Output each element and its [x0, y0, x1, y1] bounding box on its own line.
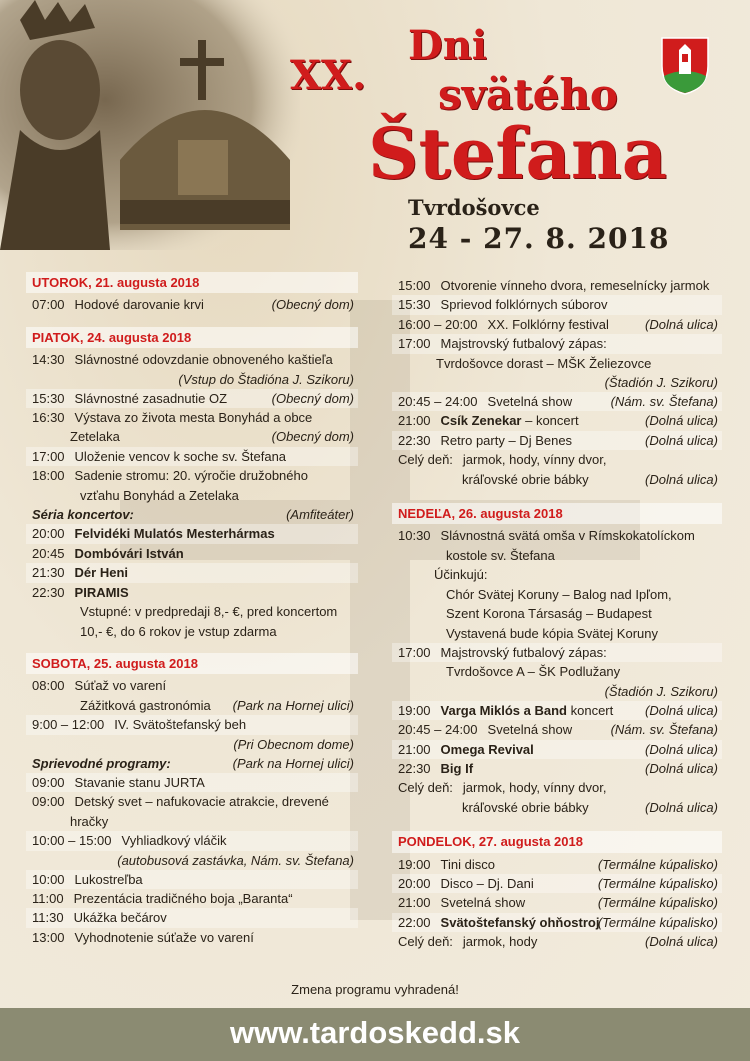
title-xx: XX. — [290, 52, 366, 99]
list-item — [392, 373, 722, 392]
day-saturday-cont — [392, 276, 722, 489]
event-name: Big If — [440, 760, 474, 776]
event-location: (Dolná ulica) — [645, 413, 718, 429]
event-location: (Termálne kúpalisko) — [597, 875, 718, 891]
list-item — [392, 893, 722, 912]
event-name: Slávnostné zasadnutie OZ — [74, 390, 228, 406]
event-location: (Dolná ulica) — [645, 471, 718, 487]
list-item — [26, 870, 358, 889]
event-location: (Dolná ulica) — [645, 799, 718, 815]
event-location: (Nám. sv. Štefana) — [610, 722, 718, 738]
place-name: Tvrdošovce — [408, 195, 540, 220]
event-time: 17:00 — [398, 644, 431, 660]
event-time: 16:00 – 20:00 — [398, 316, 478, 332]
list-item — [392, 354, 722, 373]
list-item — [26, 350, 358, 369]
event-time: 21:00 — [398, 413, 431, 429]
event-time: 09:00 — [32, 794, 65, 810]
day-monday — [392, 831, 722, 951]
event-time: Celý deň: — [398, 780, 453, 796]
event-name: Varga Miklós a Band — [440, 702, 567, 718]
event-time: Celý deň: — [398, 934, 453, 950]
list-item — [392, 701, 722, 720]
event-time: 07:00 — [32, 297, 65, 313]
list-item — [392, 334, 722, 353]
event-time: 18:00 — [32, 468, 65, 484]
event-name: PIRAMIS — [74, 584, 129, 600]
list-item — [392, 913, 722, 932]
event-name: Sadenie stromu: 20. výročie družobného — [74, 468, 308, 484]
event-name: Retro party – Dj Benes — [440, 432, 573, 448]
event-name-cont: kráľovské obrie bábky — [462, 799, 589, 815]
list-item — [392, 720, 722, 739]
performer: Chór Svätej Koruny – Balog nad Ipľom, — [446, 586, 672, 602]
event-name-cont: vzťahu Bonyhád a Zetelaka — [80, 487, 239, 503]
event-time: 15:30 — [32, 390, 65, 406]
day-tuesday — [26, 272, 358, 315]
list-item — [26, 696, 358, 715]
title-dni: Dni — [408, 22, 487, 69]
event-time: 10:00 — [32, 871, 65, 887]
event-time: 09:00 — [32, 774, 65, 790]
event-time: 21:00 — [398, 741, 431, 757]
event-location: (Termálne kúpalisko) — [597, 856, 718, 872]
list-item — [26, 408, 358, 427]
list-item — [26, 505, 358, 524]
event-name: jarmok, hody, vínny dvor, — [462, 452, 607, 468]
event-name-cont: – koncert — [525, 413, 579, 429]
list-item — [26, 544, 358, 563]
list-item — [26, 447, 358, 466]
event-time: 17:00 — [398, 336, 431, 352]
list-item — [392, 431, 722, 450]
list-item — [392, 276, 722, 295]
event-location: (Termálne kúpalisko) — [597, 914, 718, 930]
event-name: Výstava zo života mesta Bonyhád a obce — [74, 410, 313, 426]
event-name-cont: koncert — [570, 702, 614, 718]
event-name: Stavanie stanu JURTA — [74, 774, 205, 790]
event-location: (Park na Hornej ulici) — [232, 697, 354, 713]
day-saturday — [26, 653, 358, 947]
event-name-cont: Tvrdošovce A – ŠK Podlužany — [446, 664, 621, 680]
event-time: 17:00 — [32, 448, 65, 464]
list-item — [392, 546, 722, 565]
list-item — [392, 315, 722, 334]
event-time: 16:30 — [32, 410, 65, 426]
event-name: Slávnostná svätá omša v Rímskokatolíckom — [440, 528, 695, 544]
event-location: (Park na Hornej ulici) — [232, 755, 354, 771]
list-item — [392, 740, 722, 759]
event-name: Vyhliadkový vláčik — [121, 833, 227, 849]
event-location: (Termálne kúpalisko) — [597, 895, 718, 911]
event-location: (Vstup do Štadióna J. Szikoru) — [178, 371, 354, 387]
event-name-cont: kostole sv. Štefana — [446, 547, 555, 563]
event-time: 22:00 — [398, 914, 431, 930]
list-item — [392, 470, 722, 489]
event-name: Slávnostné odovzdanie obnoveného kaštieľa — [74, 352, 333, 368]
event-note: 10,- €, do 6 rokov je vstup zdarma — [80, 623, 277, 639]
day-title: UTOROK, 21. augusta 2018 — [26, 272, 358, 293]
list-item — [26, 889, 358, 908]
event-name: Ukážka bečárov — [73, 910, 167, 926]
event-note: Vstupné: v predpredaji 8,- €, pred koncertom — [80, 604, 338, 620]
list-item — [26, 754, 358, 773]
event-time: 14:30 — [32, 352, 65, 368]
website-link[interactable]: www.tardoskedd.sk — [230, 1015, 520, 1050]
list-item — [26, 851, 358, 870]
event-name: Sprievod folklórnych súborov — [440, 297, 608, 313]
event-location: (Amfiteáter) — [286, 507, 354, 523]
list-item — [26, 928, 358, 947]
list-item — [26, 563, 358, 582]
event-location: (Dolná ulica) — [645, 934, 718, 950]
day-title: SOBOTA, 25. augusta 2018 — [26, 653, 358, 674]
list-item — [26, 427, 358, 446]
event-location: (Pri Obecnom dome) — [233, 736, 354, 752]
event-time: 21:30 — [32, 565, 65, 581]
list-item — [392, 526, 722, 545]
list-item — [392, 624, 722, 643]
list-item — [26, 773, 358, 792]
event-location: (Štadión J. Szikoru) — [604, 683, 718, 699]
coat-of-arms-icon — [660, 36, 710, 96]
king-crown-illustration — [0, 0, 300, 250]
day-sunday — [392, 503, 722, 817]
list-item — [26, 676, 358, 695]
event-name-cont: kráľovské obrie bábky — [462, 471, 589, 487]
list-item — [26, 370, 358, 389]
list-item — [26, 583, 358, 602]
event-name: Prezentácia tradičného boja „Baranta“ — [73, 890, 293, 906]
event-name: Svetelná show — [487, 722, 573, 738]
event-time: 19:00 — [398, 702, 431, 718]
event-name: Dér Heni — [74, 565, 129, 581]
title-svateho: svätého — [438, 70, 618, 119]
list-item — [392, 759, 722, 778]
event-location: (Dolná ulica) — [645, 760, 718, 776]
list-item — [26, 622, 358, 641]
event-time: 20:45 – 24:00 — [398, 394, 478, 410]
event-time: 10:00 – 15:00 — [32, 833, 112, 849]
list-item — [26, 792, 358, 811]
title-stefana: Štefana — [368, 112, 668, 195]
event-location: (Dolná ulica) — [645, 741, 718, 757]
event-time: 19:00 — [398, 856, 431, 872]
section-heading: Séria koncertov: — [32, 507, 134, 523]
event-name: jarmok, hody, vínny dvor, — [462, 780, 607, 796]
event-time: 22:30 — [398, 760, 431, 776]
event-name: Dombóvári István — [74, 545, 184, 561]
event-name: Súťaž vo varení — [74, 678, 167, 694]
list-item — [26, 735, 358, 754]
list-item — [392, 411, 722, 430]
event-time: 10:30 — [398, 528, 431, 544]
day-title: PIATOK, 24. augusta 2018 — [26, 327, 358, 348]
event-location: (Obecný dom) — [271, 429, 354, 445]
event-time: 20:45 – 24:00 — [398, 722, 478, 738]
event-location: (Dolná ulica) — [645, 432, 718, 448]
list-item — [392, 392, 722, 411]
section-heading: Sprievodné programy: — [32, 755, 171, 771]
event-time: 20:00 — [398, 875, 431, 891]
event-name: Svetelná show — [487, 394, 573, 410]
list-item — [26, 295, 358, 314]
event-time: 22:30 — [32, 584, 65, 600]
list-item — [392, 932, 722, 951]
list-item — [392, 585, 722, 604]
list-item — [392, 662, 722, 681]
event-name: Omega Revival — [440, 741, 534, 757]
event-name-cont: Zetelaka — [70, 429, 120, 445]
event-time: 9:00 – 12:00 — [32, 717, 105, 733]
event-name: Lukostreľba — [74, 871, 143, 887]
event-name: Majstrovský futbalový zápas: — [440, 336, 607, 352]
event-location: (Dolná ulica) — [645, 702, 718, 718]
list-item — [392, 565, 722, 584]
event-time: 11:00 — [32, 890, 64, 906]
event-name: Felvidéki Mulatós Mesterhármas — [74, 526, 275, 542]
list-item — [26, 466, 358, 485]
list-item — [26, 524, 358, 543]
event-time: 20:45 — [32, 545, 65, 561]
program-right-column — [392, 276, 722, 964]
event-name: Otvorenie vínneho dvora, remeselnícky jarmok — [440, 278, 710, 293]
list-item — [392, 450, 722, 469]
list-item — [392, 798, 722, 817]
program-left-column — [26, 272, 358, 959]
list-item — [392, 855, 722, 874]
event-time: 11:30 — [32, 910, 64, 926]
event-name: Disco – Dj. Dani — [440, 875, 534, 891]
event-name: Svätoštefanský ohňostroj — [440, 914, 600, 930]
event-name: Vyhodnotenie súťaže vo varení — [74, 929, 254, 945]
day-title: NEDEĽA, 26. augusta 2018 — [392, 503, 722, 524]
event-name: Svetelná show — [440, 895, 526, 911]
event-location: (Obecný dom) — [271, 297, 354, 313]
event-name-cont: hračky — [70, 813, 109, 829]
performers-label: Účinkujú: — [434, 567, 488, 583]
event-time: 15:30 — [398, 297, 431, 313]
event-time: 15:00 — [398, 278, 431, 293]
event-location: (Dolná ulica) — [645, 316, 718, 332]
event-name: Csík Zenekar — [440, 413, 522, 429]
event-name-cont: Zážitková gastronómia — [80, 697, 211, 713]
event-name: Majstrovský futbalový zápas: — [440, 644, 607, 660]
event-name: Detský svet – nafukovacie atrakcie, drevené — [74, 794, 329, 810]
footer-bar — [0, 1008, 750, 1061]
program-change-note: Zmena programu vyhradená! — [291, 982, 459, 997]
day-title: PONDELOK, 27. augusta 2018 — [392, 831, 722, 852]
event-location: (Obecný dom) — [271, 390, 354, 406]
event-time: 22:30 — [398, 432, 431, 448]
day-friday — [26, 327, 358, 641]
event-name: IV. Svätoštefanský beh — [114, 717, 247, 733]
list-item — [26, 715, 358, 734]
list-item — [26, 831, 358, 850]
list-item — [26, 602, 358, 621]
event-note: Vystavená bude kópia Svätej Koruny — [446, 625, 658, 641]
list-item — [392, 643, 722, 662]
event-name: jarmok, hody — [462, 934, 538, 950]
event-location: (Nám. sv. Štefana) — [610, 394, 718, 410]
festival-dates: 24 - 27. 8. 2018 — [408, 222, 670, 255]
event-time: 08:00 — [32, 678, 65, 694]
list-item — [26, 389, 358, 408]
list-item — [26, 908, 358, 927]
event-name: Uloženie vencov k soche sv. Štefana — [74, 448, 287, 464]
event-name-cont: Tvrdošovce dorast – MŠK Želiezovce — [436, 355, 652, 371]
event-name: Tini disco — [440, 856, 495, 872]
list-item — [26, 812, 358, 831]
list-item — [392, 778, 722, 797]
event-time: 13:00 — [32, 929, 65, 945]
event-location: (autobusová zastávka, Nám. sv. Štefana) — [117, 852, 354, 868]
event-location: (Štadión J. Szikoru) — [604, 375, 718, 391]
event-time: 21:00 — [398, 895, 431, 911]
list-item — [392, 295, 722, 314]
event-time: Celý deň: — [398, 452, 453, 468]
list-item — [392, 682, 722, 701]
list-item — [392, 874, 722, 893]
event-name: XX. Folklórny festival — [487, 316, 609, 332]
list-item — [392, 604, 722, 623]
event-time: 20:00 — [32, 526, 65, 542]
performer: Szent Korona Társaság – Budapest — [446, 606, 652, 622]
event-name: Hodové darovanie krvi — [74, 297, 204, 313]
list-item — [26, 486, 358, 505]
